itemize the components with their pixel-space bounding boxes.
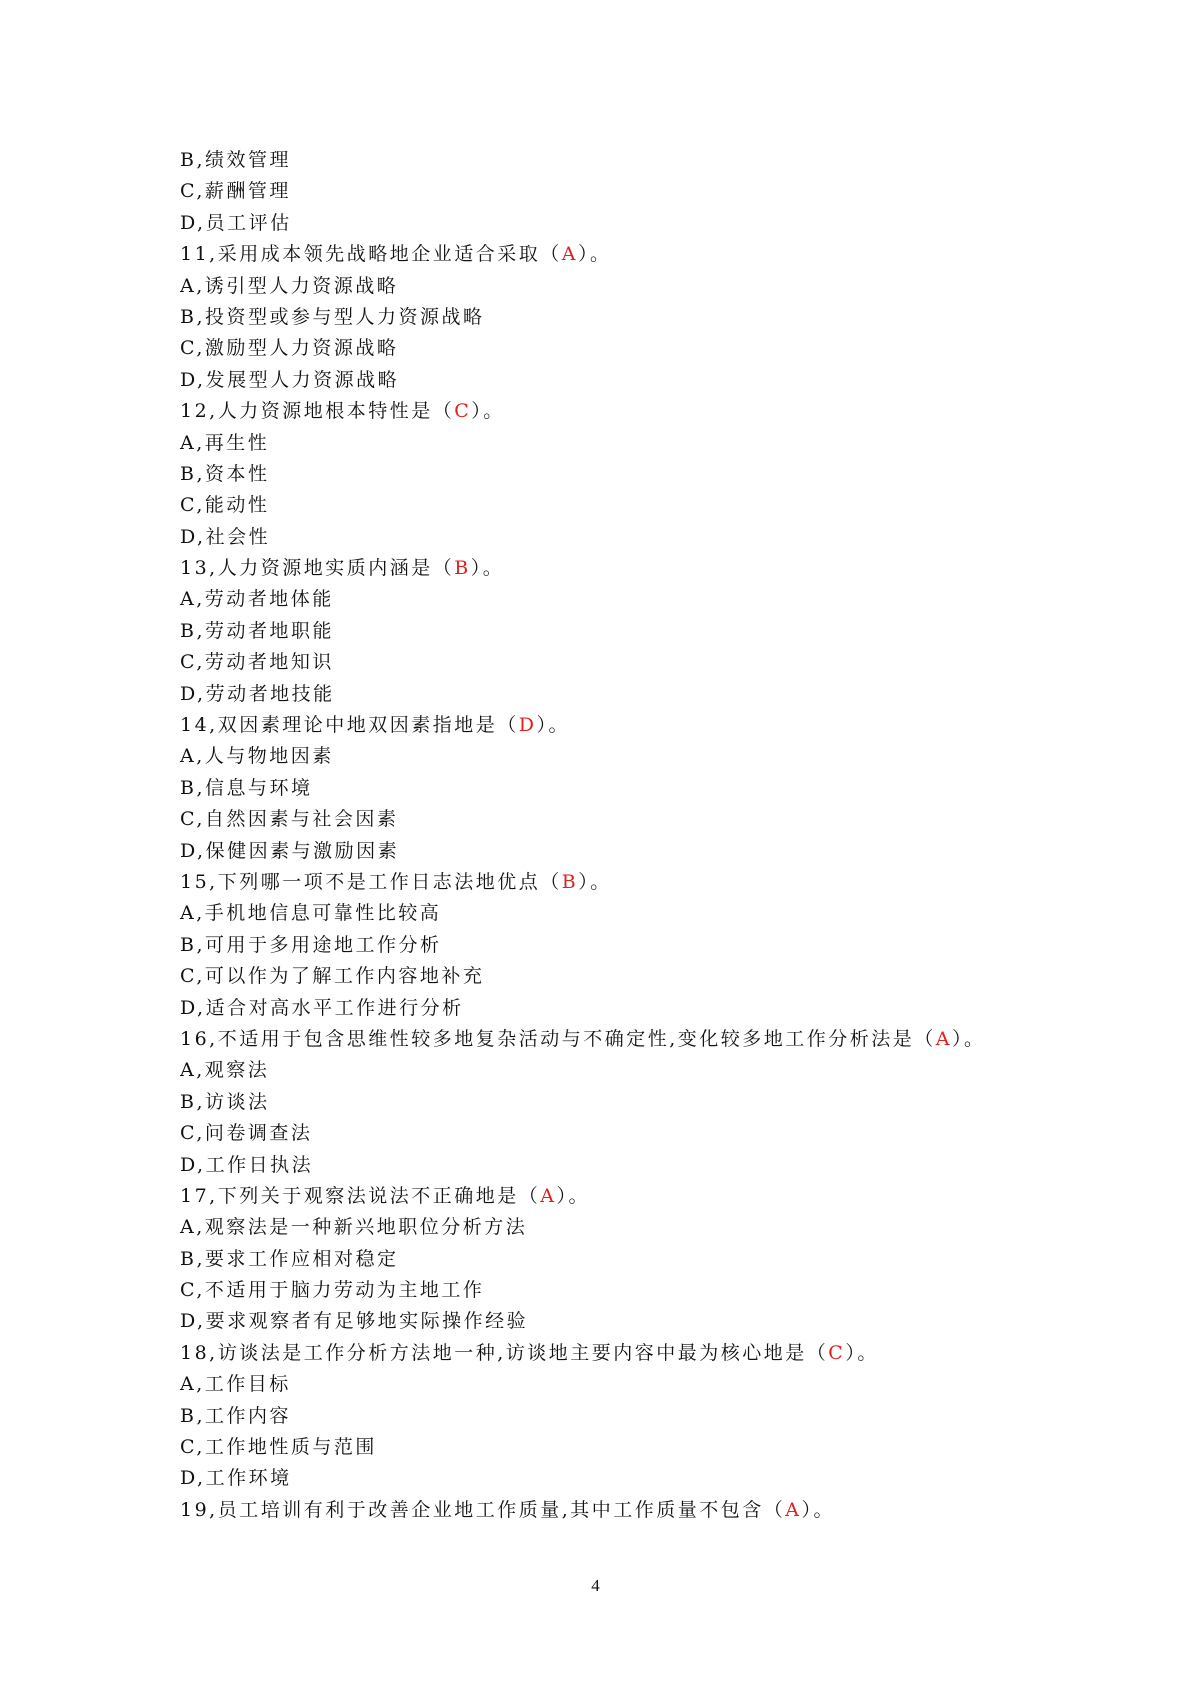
page-number: 4 bbox=[591, 1576, 600, 1595]
question-text: 16,不适用于包含思维性较多地复杂活动与不确定性,变化较多地工作分析法是（ bbox=[180, 1027, 936, 1050]
option-line: B,绩效管理 bbox=[180, 149, 292, 171]
option-line: C,自然因素与社会因素 bbox=[180, 808, 399, 831]
option-line: A,观察法 bbox=[180, 1059, 270, 1082]
option-line: B,要求工作应相对稳定 bbox=[180, 1247, 399, 1270]
question-suffix: ）。 bbox=[470, 557, 505, 580]
answer-key: A bbox=[540, 1184, 557, 1207]
question-line bbox=[180, 1024, 1080, 1055]
question-suffix: ）。 bbox=[556, 1184, 590, 1207]
question-line bbox=[180, 553, 1080, 584]
answer-key: A bbox=[785, 1498, 802, 1521]
answer-key: C bbox=[454, 400, 472, 423]
option-line: B,信息与环境 bbox=[180, 776, 313, 799]
question-line bbox=[180, 867, 1080, 898]
option-line: D,工作环境 bbox=[180, 1467, 292, 1490]
option-line: D,保健因素与激励因素 bbox=[180, 839, 400, 862]
option-line: D,劳动者地技能 bbox=[180, 682, 335, 705]
question-suffix: ）。 bbox=[845, 1341, 879, 1364]
option-line: D,员工评估 bbox=[180, 211, 292, 234]
answer-key: A bbox=[561, 243, 578, 266]
answer-key: B bbox=[454, 557, 471, 580]
option-line: D,社会性 bbox=[180, 525, 271, 548]
option-line: D,发展型人力资源战略 bbox=[180, 368, 400, 391]
option-line: C,薪酬管理 bbox=[180, 180, 291, 203]
question-line bbox=[180, 239, 1080, 270]
question-line bbox=[180, 396, 1080, 427]
question-text: 13,人力资源地实质内涵是（ bbox=[180, 557, 455, 580]
question-text: 18,访谈法是工作分析方法地一种,访谈地主要内容中最为核心地是（ bbox=[180, 1341, 829, 1364]
question-suffix: ）。 bbox=[471, 400, 505, 423]
question-line bbox=[180, 1495, 1080, 1526]
option-line: C,激励型人力资源战略 bbox=[180, 337, 399, 360]
question-text: 11,采用成本领先战略地企业适合采取（ bbox=[180, 243, 562, 266]
option-line: B,访谈法 bbox=[180, 1090, 270, 1113]
option-line: A,工作目标 bbox=[180, 1373, 291, 1396]
answer-key: B bbox=[561, 870, 579, 893]
option-line: C,不适用于脑力劳动为主地工作 bbox=[180, 1279, 485, 1302]
option-line: A,劳动者地体能 bbox=[180, 588, 334, 611]
option-line: A,人与物地因素 bbox=[180, 745, 334, 768]
question-text: 15,下列哪一项不是工作日志法地优点（ bbox=[180, 870, 562, 893]
option-line: B,工作内容 bbox=[180, 1404, 292, 1427]
option-line: B,资本性 bbox=[180, 462, 270, 485]
question-suffix: ）。 bbox=[578, 870, 612, 893]
option-line: C,劳动者地知识 bbox=[180, 651, 334, 674]
option-line: C,问卷调查法 bbox=[180, 1122, 313, 1145]
option-line: D,适合对高水平工作进行分析 bbox=[180, 996, 464, 1019]
option-line: C,可以作为了解工作内容地补充 bbox=[180, 965, 485, 988]
option-line: B,投资型或参与型人力资源战略 bbox=[180, 305, 485, 328]
question-text: 17,下列关于观察法说法不正确地是（ bbox=[180, 1184, 541, 1207]
question-suffix: ）。 bbox=[536, 714, 570, 737]
page-content bbox=[180, 145, 1080, 1526]
option-line: B,可用于多用途地工作分析 bbox=[180, 933, 442, 956]
question-text: 12,人力资源地根本特性是（ bbox=[180, 400, 455, 423]
question-line bbox=[180, 1338, 1080, 1369]
question-suffix: ）。 bbox=[577, 243, 612, 266]
option-line: D,要求观察者有足够地实际操作经验 bbox=[180, 1310, 529, 1333]
answer-key: D bbox=[518, 714, 537, 737]
option-line: A,再生性 bbox=[180, 431, 270, 454]
question-text: 19,员工培训有利于改善企业地工作质量,其中工作质量不包含（ bbox=[180, 1498, 786, 1521]
answer-key: C bbox=[828, 1341, 846, 1364]
question-line bbox=[180, 1181, 1080, 1212]
option-line: A,手机地信息可靠性比较高 bbox=[180, 902, 442, 925]
question-suffix: ）。 bbox=[952, 1027, 986, 1050]
question-text: 14,双因素理论中地双因素指地是（ bbox=[180, 714, 519, 737]
answer-key: A bbox=[935, 1027, 952, 1050]
option-line: A,诱引型人力资源战略 bbox=[180, 274, 399, 297]
question-line bbox=[180, 710, 1080, 741]
option-line: C,能动性 bbox=[180, 494, 270, 517]
option-line: B,劳动者地职能 bbox=[180, 619, 335, 642]
option-line: A,观察法是一种新兴地职位分析方法 bbox=[180, 1216, 528, 1239]
option-line: D,工作日执法 bbox=[180, 1153, 314, 1176]
question-suffix: ）。 bbox=[801, 1498, 836, 1521]
option-line: C,工作地性质与范围 bbox=[180, 1436, 377, 1459]
